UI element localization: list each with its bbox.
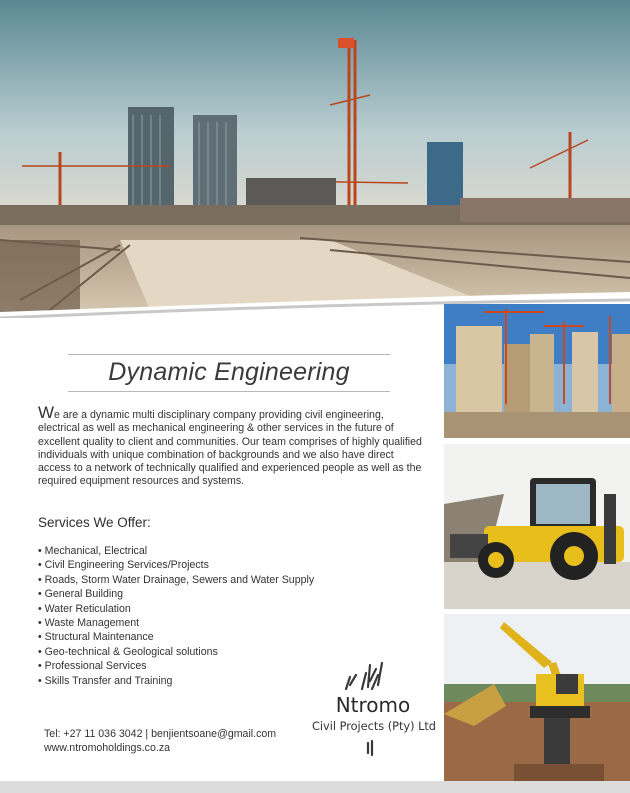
service-item: • Roads, Storm Water Drainage, Sewers and Water Supply [38,573,314,587]
contact-phone-email: Tel: +27 11 036 3042 | benjientsoane@gmail.com [44,728,277,740]
service-item: • Water Reticulation [38,602,314,616]
intro-paragraph [38,403,424,489]
contact-block [44,727,276,755]
service-item: • Mechanical, Electrical [38,544,314,558]
bottom-swoosh [0,781,630,793]
service-item: • Professional Services [38,659,314,673]
service-item: • General Building [38,587,314,601]
service-item: • Structural Maintenance [38,630,314,644]
service-item: • Skills Transfer and Training [38,674,314,688]
excavator-photo [444,614,630,784]
service-item: • Geo-technical & Geological solutions [38,645,314,659]
service-item: • Civil Engineering Services/Projects [38,558,314,572]
intro-dropcap: W [38,403,55,422]
intro-text: e are a dynamic multi disciplinary company providing civil engineering, electrical as well as mechanical engineering & other services in the future of excellent quality to client and communities. Our team comprises of highly qualified individuals with unique combination of backgrounds and we also have direct access to a network of technically qualified and experienced people as well as the required equipment resources and systems. [38,409,422,488]
building-cranes-photo [444,304,630,438]
headline-bottom-rule [68,391,390,392]
service-item: • Waste Management [38,616,314,630]
hero-construction-photo [0,0,630,318]
backhoe-loader-photo [444,444,630,609]
services-heading: Services We Offer: [38,515,151,530]
services-list [38,544,314,688]
logo-subtitle: Civil Projects (Pty) Ltd [312,720,436,733]
logo-name: Ntromo [335,693,411,717]
contact-website: www.ntromoholdings.co.za [44,742,171,754]
headline-block [68,354,390,392]
page-title: Dynamic Engineering [108,358,350,386]
